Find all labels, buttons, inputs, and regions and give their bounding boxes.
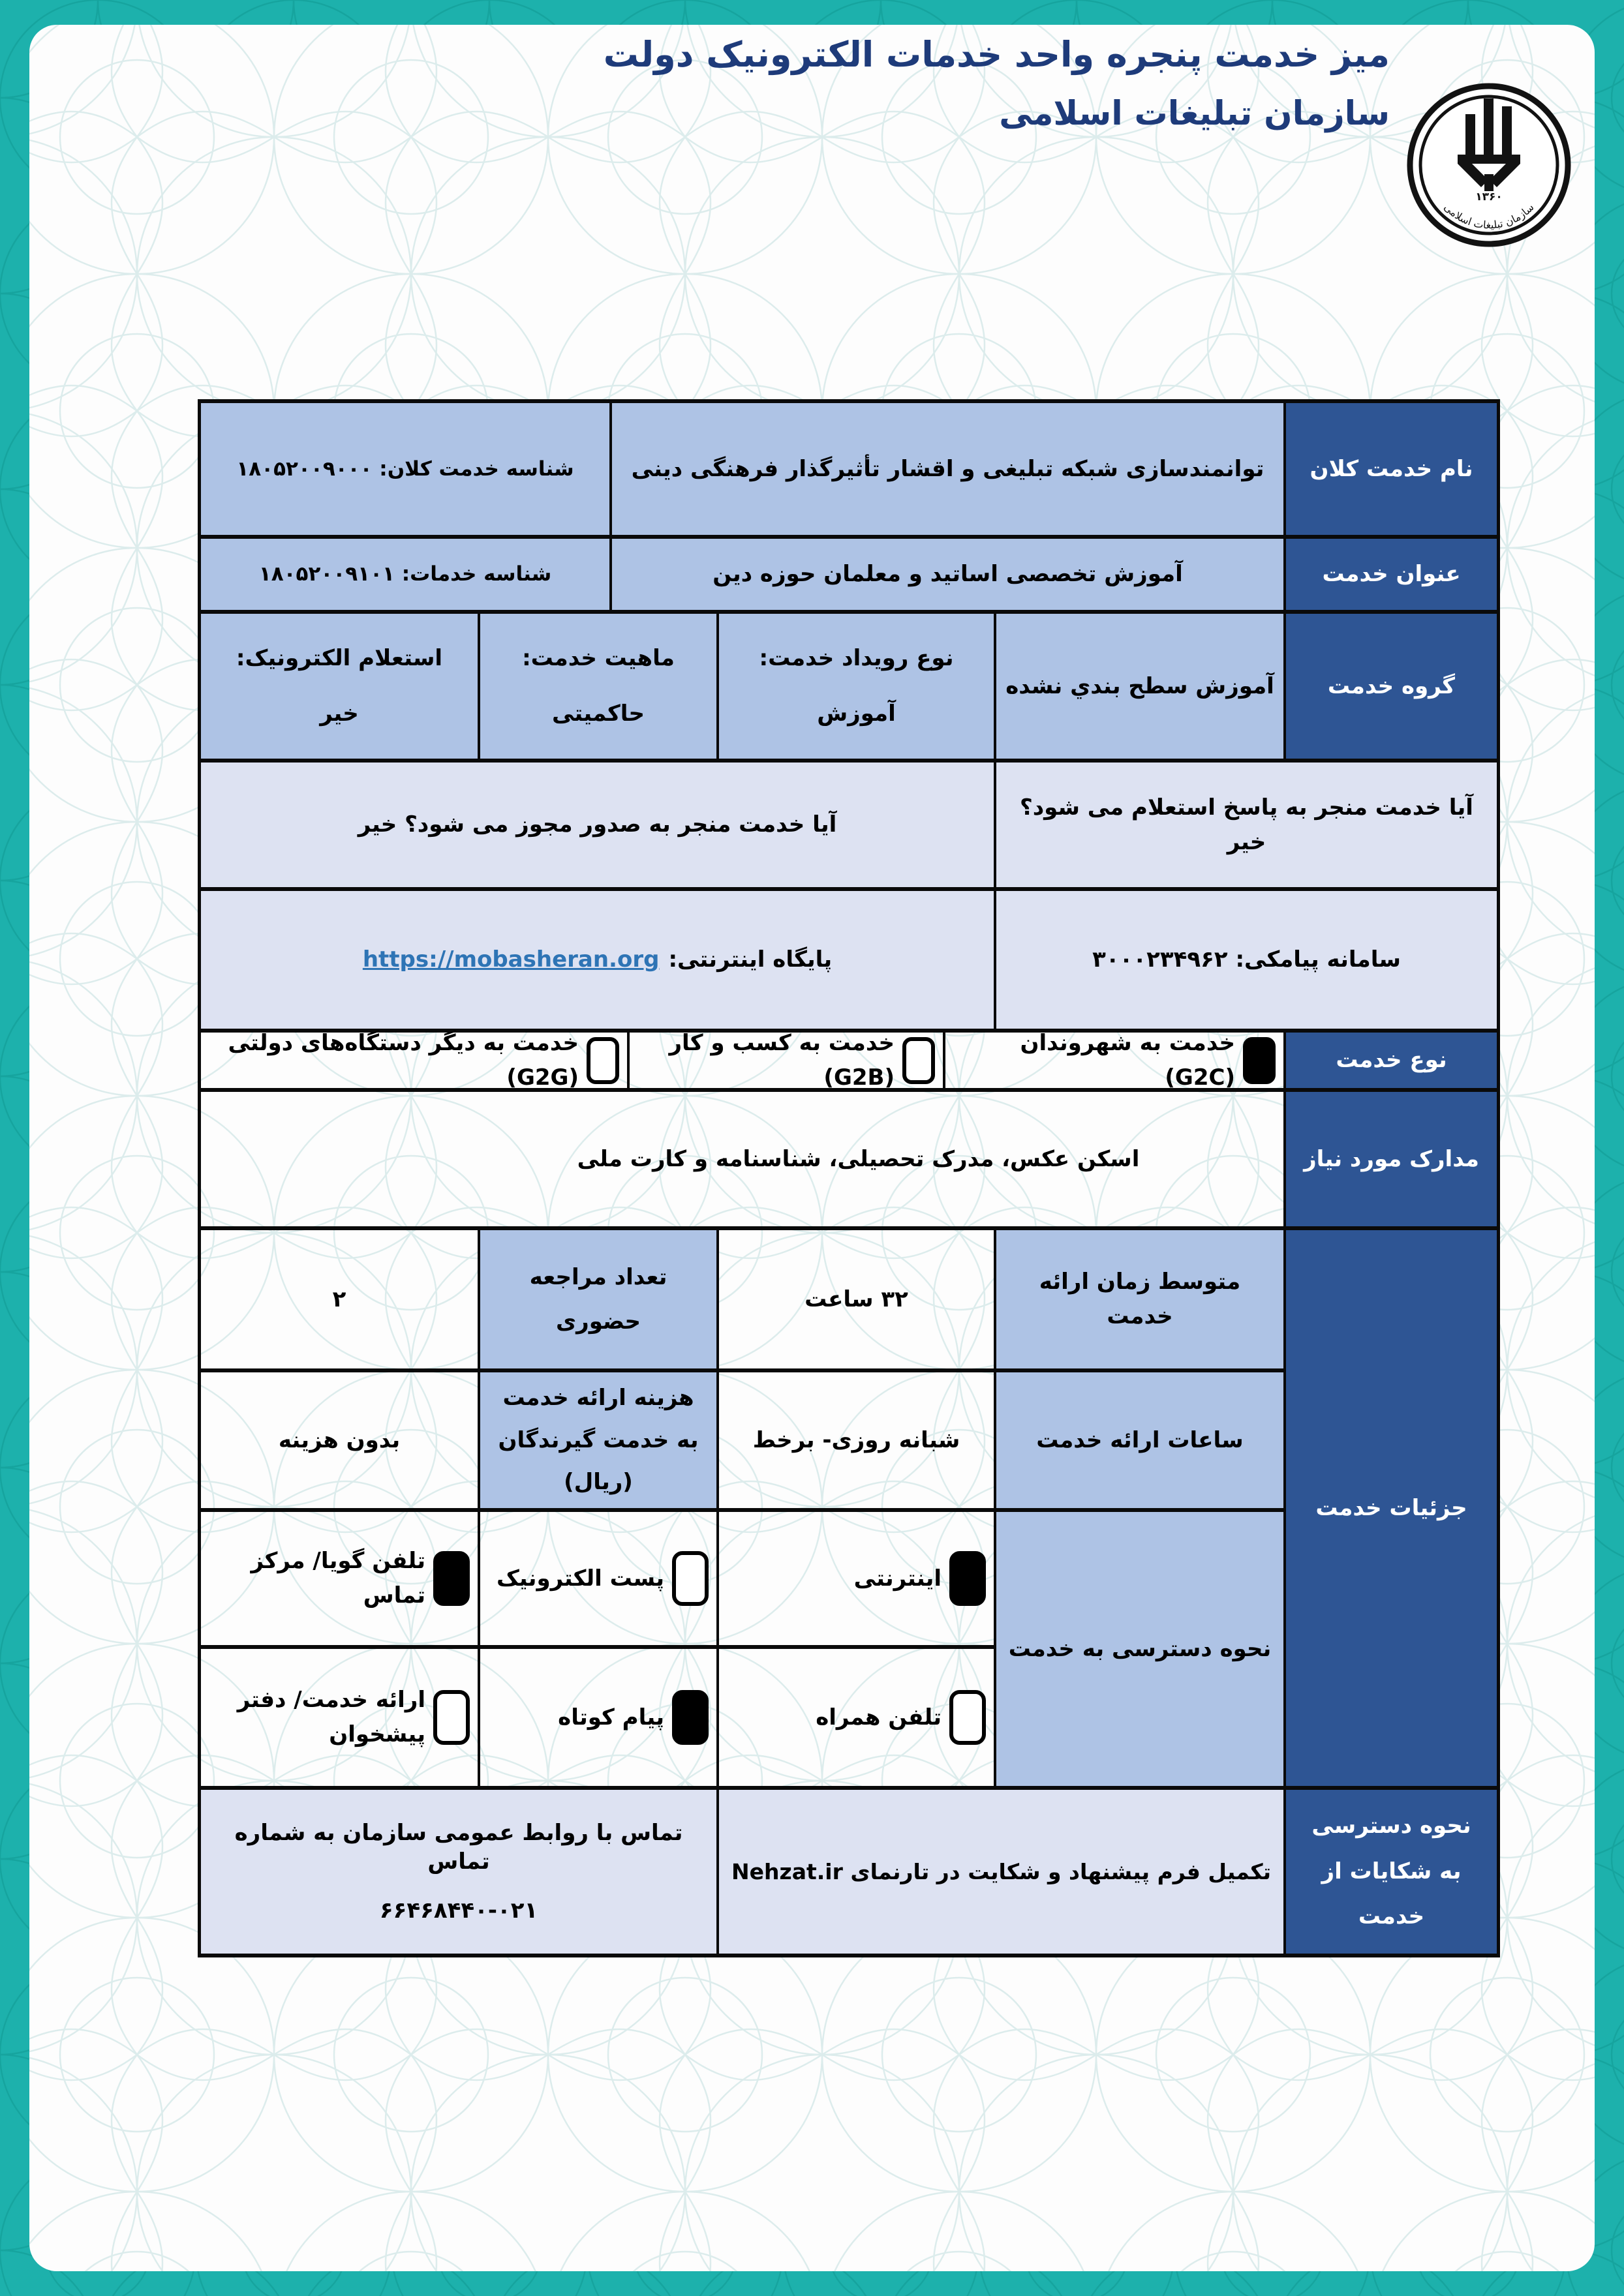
- access-sms: [479, 1647, 718, 1788]
- row-label-service-details: جزئیات خدمت: [1285, 1228, 1498, 1788]
- service-group-level: آموزش سطح بندي نشده: [995, 612, 1285, 761]
- access-counter: [200, 1647, 479, 1788]
- complaints-phone: [200, 1788, 718, 1956]
- logo-caption: سازمان تبلیغات اسلامی: [1441, 201, 1537, 232]
- access-internet: [718, 1510, 995, 1647]
- access-email: [479, 1510, 718, 1647]
- visits-value: ۲: [200, 1228, 479, 1370]
- mobile-label: تلفن همراه: [816, 1704, 942, 1730]
- g2c-label: خدمت به شهروندان (G2C): [1020, 1029, 1235, 1091]
- license-question: آیا خدمت منجر به صدور مجوز می شود؟ خیر: [200, 761, 995, 889]
- service-table: [198, 399, 1500, 1957]
- nature-label: ماهیت خدمت:: [522, 644, 675, 671]
- website-link[interactable]: https://mobasheran.org: [362, 946, 660, 973]
- email-label: پست الکترونیک: [496, 1565, 664, 1592]
- g2b-label: خدمت به کسب و کار (G2B): [669, 1029, 895, 1091]
- checkbox-counter[interactable]: [433, 1690, 470, 1745]
- nature-value: حاکمیتی: [552, 701, 645, 727]
- hours-value: شبانه روزی- برخط: [718, 1370, 995, 1510]
- row-label-service-title: عنوان خدمت: [1285, 537, 1498, 612]
- cost-value: بدون هزینه: [200, 1370, 479, 1510]
- complaints-online: تکمیل فرم پیشنهاد و شکایت در تارنمای Nehzat.ir: [718, 1788, 1285, 1956]
- avg-time-value: ۳۲ ساعت: [718, 1228, 995, 1370]
- sms-system: سامانه پیامکی: ۳۰۰۰۲۳۴۹۶۲: [995, 889, 1498, 1031]
- complaints-phone-text: تماس با روابط عمومی سازمان به شماره تماس: [234, 1820, 683, 1875]
- checkbox-sms[interactable]: [672, 1690, 709, 1745]
- row-label-service-type: نوع خدمت: [1285, 1031, 1498, 1090]
- access-mobile: [718, 1647, 995, 1788]
- cost-label: هزینه ارائه خدمت به خدمت گیرندگان (ریال): [479, 1370, 718, 1510]
- hours-label: ساعات ارائه خدمت: [995, 1370, 1285, 1510]
- organization-name: سازمان تبلیغات اسلامی: [999, 95, 1390, 133]
- sms-label: پیام کوتاه: [558, 1704, 664, 1730]
- service-event-type: [718, 612, 995, 761]
- row-label-complaints: نحوه دسترسی به شکایات از خدمت: [1285, 1788, 1498, 1956]
- checkbox-ivr[interactable]: [433, 1551, 470, 1606]
- website-label: پایگاه اینترنتی:: [668, 946, 833, 973]
- inquiry-question: آیا خدمت منجر به پاسخ استعلام می شود؟ خیر: [995, 761, 1498, 889]
- service-title-value: آموزش تخصصی اساتید و معلمان حوزه دین: [611, 537, 1285, 612]
- checkbox-g2c[interactable]: [1243, 1037, 1276, 1084]
- access-ivr: [200, 1510, 479, 1647]
- g2g-label: خدمت به دیگر دستگاه‌های دولتی (G2G): [228, 1029, 579, 1091]
- electronic-inquiry-value: خیر: [320, 701, 359, 727]
- electronic-inquiry-label: استعلام الکترونیک:: [236, 644, 443, 671]
- service-nature: [479, 612, 718, 761]
- service-type-g2g: [200, 1031, 628, 1090]
- electronic-inquiry: [200, 612, 479, 761]
- macro-service-id: شناسه خدمت کلان: ۱۸۰۵۲۰۰۹۰۰۰: [200, 401, 611, 537]
- row-label-macro-service: نام خدمت کلان: [1285, 401, 1498, 537]
- checkbox-g2b[interactable]: [902, 1037, 935, 1084]
- counter-label: ارائه خدمت/ دفتر پیشخوان: [237, 1687, 425, 1747]
- logo-year: ۱۳۶۰: [1475, 190, 1503, 204]
- documents-value: اسکن عکس، مدرک تحصیلی، شناسنامه و کارت ملی: [200, 1090, 1285, 1228]
- access-method-label: نحوه دسترسی به خدمت: [995, 1510, 1285, 1788]
- service-type-g2b: [628, 1031, 944, 1090]
- organization-logo: [1403, 79, 1575, 251]
- complaints-phone-number: ۶۶۴۶۸۴۴۰-۰۲۱: [379, 1897, 538, 1924]
- checkbox-g2g[interactable]: [587, 1037, 619, 1084]
- checkbox-mobile[interactable]: [949, 1690, 986, 1745]
- page-title: میز خدمت پنجره واحد خدمات الکترونیک دولت: [603, 34, 1390, 75]
- checkbox-internet[interactable]: [949, 1551, 986, 1606]
- row-label-documents: مدارک مورد نیاز: [1285, 1090, 1498, 1228]
- visits-label: تعداد مراجعه حضوری: [479, 1228, 718, 1370]
- avg-time-label: متوسط زمان ارائه خدمت: [995, 1228, 1285, 1370]
- website-cell: [200, 889, 995, 1031]
- row-label-service-group: گروه خدمت: [1285, 612, 1498, 761]
- checkbox-email[interactable]: [672, 1551, 709, 1606]
- page-header: [604, 34, 1390, 133]
- internet-label: اینترنتی: [853, 1565, 942, 1592]
- service-type-g2c: [944, 1031, 1285, 1090]
- macro-service-value: توانمندسازی شبکه تبلیغی و اقشار تأثیرگذار فرهنگی دینی: [611, 401, 1285, 537]
- service-id: شناسه خدمات: ۱۸۰۵۲۰۰۹۱۰۱: [200, 537, 611, 612]
- ivr-label: تلفن گویا/ مرکز تماس: [251, 1548, 425, 1609]
- event-type-label: نوع رویداد خدمت:: [759, 644, 954, 671]
- event-type-value: آموزش: [817, 701, 896, 727]
